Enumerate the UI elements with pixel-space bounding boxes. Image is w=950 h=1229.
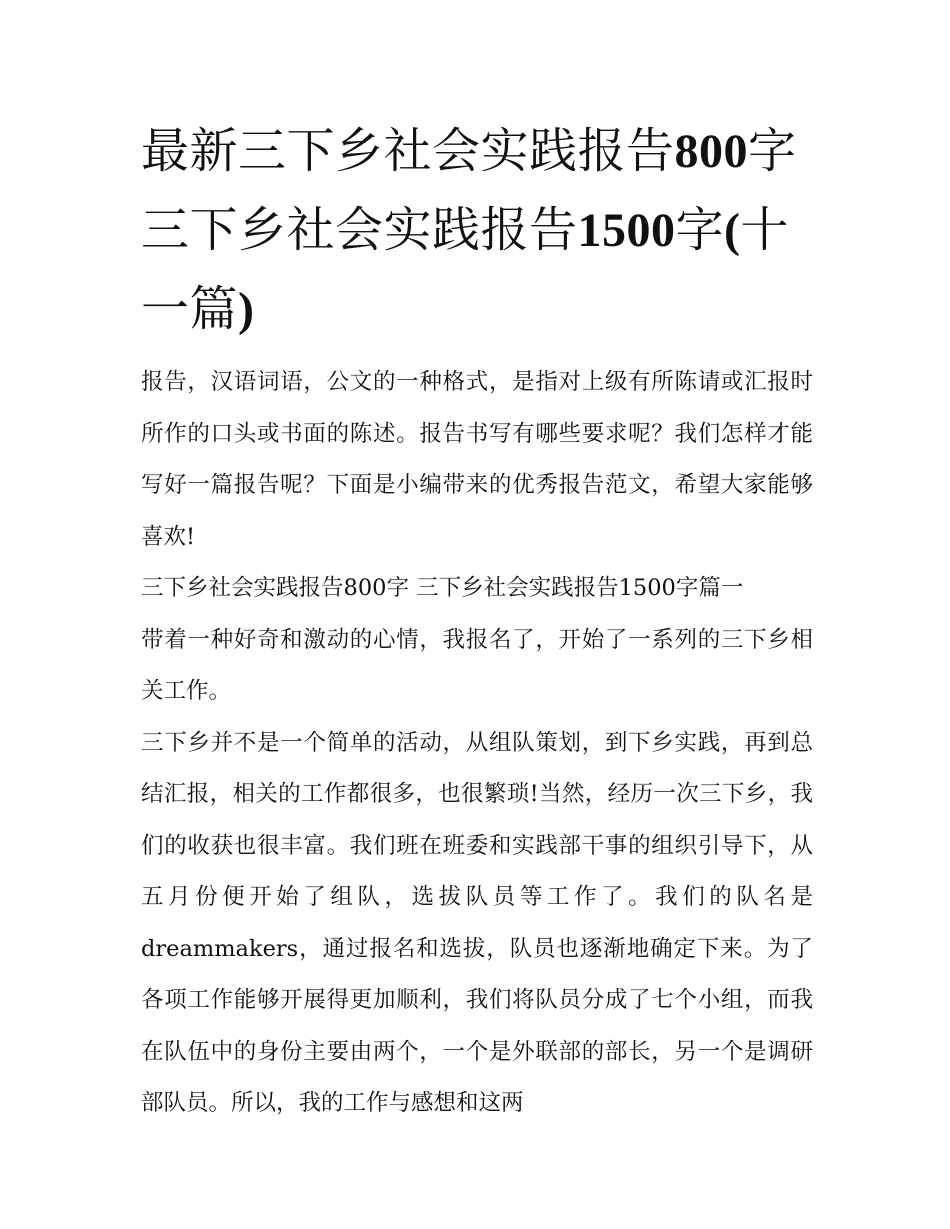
body-paragraph: 三下乡并不是一个简单的活动，从组队策划，到下乡实践，再到总结汇报，相关的工作都很多，也很繁琐!当然，经历一次三下乡，我们的收获也很丰富。我们班在班委和实践部干事的组织引导下，从五月份便开始了组队，选拔队员等工作了。我们的队名是dreammakers，通过报名和选拔，队员也逐渐地确定下来。为了各项工作能够开展得更加顺利，我们将队员分成了七个小组，而我在队伍中的身份主要由两个，一个是外联部的部长，另一个是调研部队员。所以，我的工作与感想和这两 [141, 729, 813, 1116]
section-heading: 三下乡社会实践报告800字 三下乡社会实践报告1500字篇一 [141, 575, 744, 601]
document-title: 最新三下乡社会实践报告800字 三下乡社会实践报告1500字(十一篇) [141, 123, 797, 337]
body-paragraph: 带着一种好奇和激动的心情，我报名了，开始了一系列的三下乡相关工作。 [141, 626, 813, 704]
document-content [141, 112, 813, 1130]
title-number: 1500 [577, 204, 676, 257]
intro-paragraph: 报告，汉语词语，公文的一种格式，是指对上级有所陈请或汇报时所作的口头或书面的陈述。报告书写有哪些要求呢？我们怎样才能写好一篇报告呢？下面是小编带来的优秀报告范文，希望大家能够喜欢! [141, 369, 813, 550]
title-number: ) [238, 283, 255, 336]
document-body [141, 357, 813, 1130]
title-number: 800 [674, 125, 749, 178]
title-number: ( [724, 204, 741, 257]
